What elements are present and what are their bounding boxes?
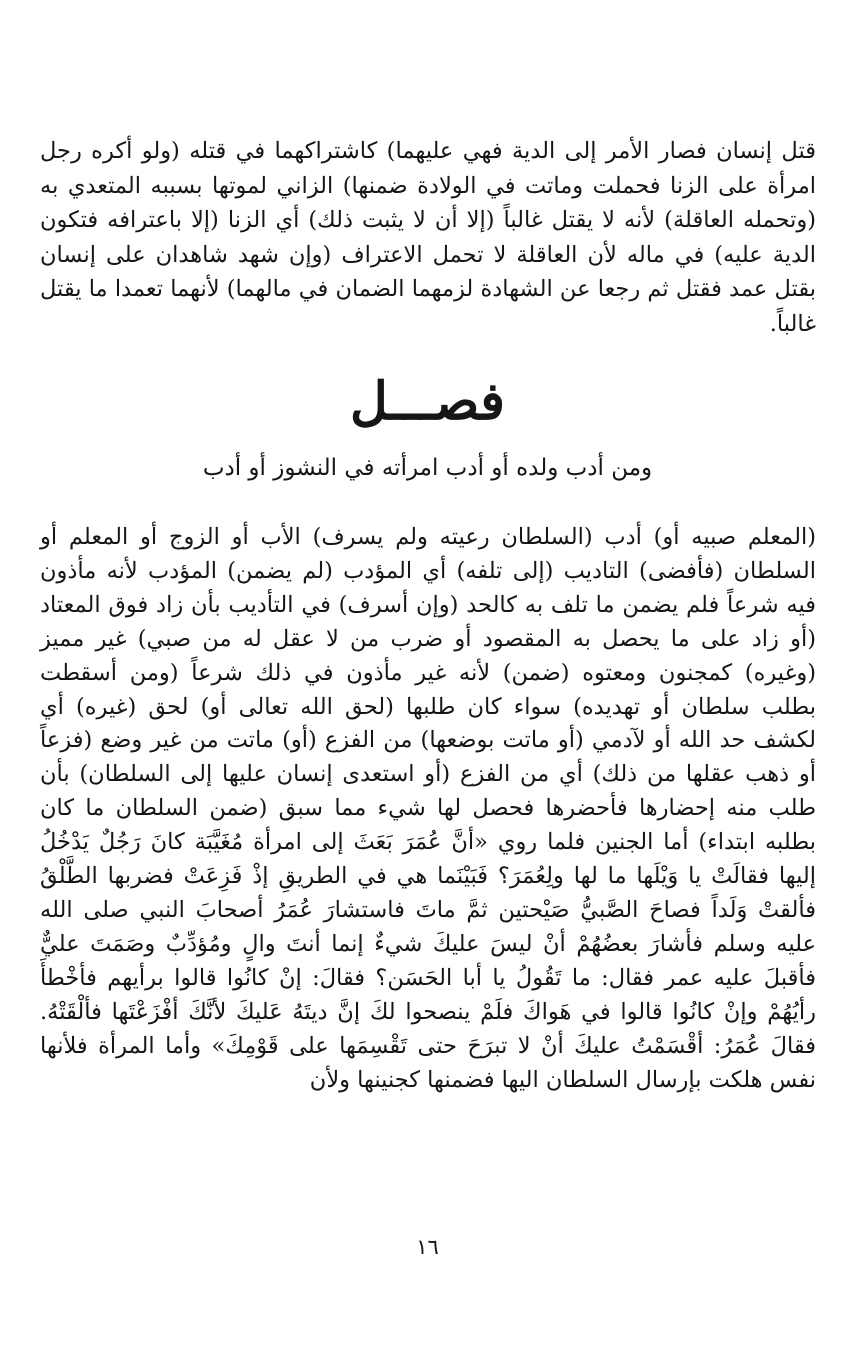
- paragraph-continued: قتل إنسان فصار الأمر إلى الدية فهي عليهما) كاشتراكهما في قتله (ولو أكره رجل امرأة على الزنا فحملت وماتت في الولادة ضمنها) الزاني لموتها بسببه المتعدي به (وتحمله العاقلة) لأنه لا يقتل غالباً (إلا أن لا يثبت ذلك) أي الزنا (إلا باعترافه فتكون الدية عليه) في ماله لأن العاقلة لا تحمل الاعتراف (وإن شهد شاهدان على إنسان بقتل عمد فقتل ثم رجعا عن الشهادة لزمهما الضمان في مالهما) لأنهما تعمدا ما يقتل غالباً.: [40, 138, 816, 337]
- paragraph-body: (المعلم صبيه أو) أدب (السلطان رعيته ولم يسرف) الأب أو الزوج أو المعلم أو السلطان (فأفضى) التاديب (إلى تلفه) أي المؤدب (لم يضمن) المؤدب لأنه مأذون فيه شرعاً فلم يضمن ما تلف به كالحد (وإن أسرف) في التأديب بأن زاد فوق المعتاد (أو زاد على ما يحصل به المقصود أو ضرب من لا عقل له من صبي) غير مميز (وغيره) كمجنون ومعتوه (ضمن) لأنه غير مأذون في ذلك شرعاً (ومن أسقطت بطلب سلطان أو تهديده) سواء كان طلبها (لحق الله تعالى أو) لحق (غيره) أي لكشف حد الله أو لآدمي (أو ماتت بوضعها) من الفزع (أو) ماتت من غير وضع (فزعاً أو ذهب عقلها من ذلك) أي من الفزع (أو استعدى إنسان عليها إلى السلطان) بأن طلب منه إحضارها فأحضرها فحصل لها شيء مما سبق (ضمن السلطان ما كان بطلبه ابتداء) أما الجنين فلما روي «أنَّ عُمَرَ بَعَثَ إلى امرأة مُغَيَّبَة كانَ رَجُلٌ يَدْخُلُ إليها فقالَتْ يا وَيْلَها ما لها ولِعُمَرَ؟ فَبَيْنَما هي في الطريقِ إذْ فَزِعَتْ فضربها الطَّلْقُ فألقتْ وَلَداً فصاحَ الصَّبيُّ صَيْحتين ثمَّ ماتَ فاستشارَ عُمَرُ أصحابَ النبي صلى الله عليه وسلم فأشارَ بعضُهُمْ أنْ ليسَ عليكَ شيءٌ إنما أنتَ والٍ ومُؤدِّبٌ وصَمَتَ عليٌّ فأقبلَ عليه عمر فقال: ما تَقُولُ يا أبا الحَسَن؟ فقالَ: إنْ كانُوا قالوا برأيهم فأخْطأَ رأيُهُمْ وإنْ كانُوا قالوا في هَواكَ فلَمْ ينصحوا لكَ إنَّ ديتَهُ عَليكَ لأنَّكَ أفْزَعْتَها فألْقَتْهُ. فقالَ عُمَرُ: أقْسَمْتُ عليكَ أنْ لا تبرَحَ حتى تَقْسِمَها على قَوْمِكَ» وأما المرأة فلأنها نفس هلكت بإرسال السلطان اليها فضمنها كجنينها ولأن: [40, 524, 816, 1093]
- section-heading: فصـــل: [349, 371, 506, 432]
- page-number: ١٦: [416, 1235, 439, 1259]
- section-subheading: ومن أدب ولده أو أدب امرأته في النشوز أو أدب: [202, 455, 653, 481]
